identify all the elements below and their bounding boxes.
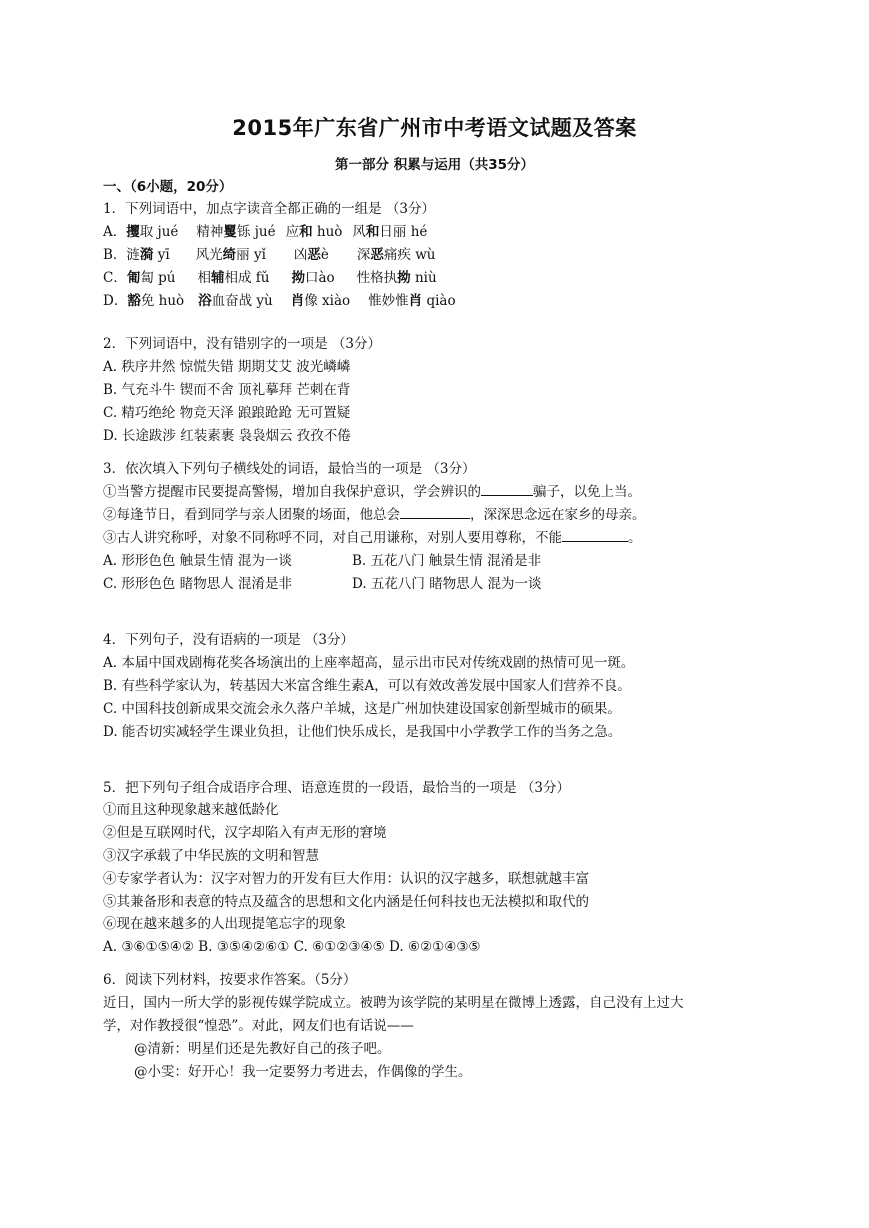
q2-option-a: A. 秩序井然 惊慌失错 期期艾艾 波光嶙嶙 [103, 359, 351, 375]
q3-option-d: D. 五花八门 睹物思人 混为一谈 [352, 576, 542, 592]
q2-option-d: D. 长途跋涉 红装素裹 袅袅烟云 孜孜不倦 [103, 428, 351, 444]
q4-option-c: C. 中国科技创新成果交流会永久落户羊城，这是广州加快建设国家创新型城市的硕果。 [103, 701, 621, 717]
q6-comment-2: @小雯：好开心！我一定要努力考进去，作偶像的学生。 [134, 1064, 472, 1080]
q1-option-a: A．攫取 jué 精神矍铄 jué 应和 huò 风和日丽 hé [103, 224, 428, 240]
q4-option-d: D. 能否切实减轻学生课业负担，让他们快乐成长，是我国中小学教学工作的当务之急。 [103, 724, 622, 740]
q5-options: A. ③⑥①⑤④② B. ③⑤④②⑥① C. ⑥①②③④⑤ D. ⑥②①④③⑤ [103, 939, 481, 955]
q6-stem: 6．阅读下列材料，按要求作答案。（5分） [103, 972, 357, 988]
q5-stem: 5．把下列句子组合成语序合理、语意连贯的一段语，最恰当的一项是 （3分） [103, 780, 570, 796]
part-heading: 第一部分 积累与运用（共35分） [335, 157, 534, 173]
page-title: 2015年广东省广州市中考语文试题及答案 [232, 116, 637, 140]
q6-comment-1: @清新：明星们还是先教好自己的孩子吧。 [134, 1041, 391, 1057]
q2-option-c: C. 精巧绝纶 物竞天泽 踉踉跄跄 无可置疑 [103, 405, 351, 421]
fill-blank [481, 483, 533, 496]
q5-item-4: ④专家学者认为：汉字对智力的开发有巨大作用：认识的汉字越多，联想就越丰富 [103, 871, 589, 887]
fill-blank [562, 529, 628, 542]
q5-item-3: ③汉字承载了中华民族的文明和智慧 [103, 848, 319, 864]
fill-blank [400, 506, 470, 519]
q4-option-a: A. 本届中国戏剧梅花奖各场演出的上座率超高，显示出市民对传统戏剧的热情可见一斑。 [103, 655, 635, 671]
q2-stem: 2．下列词语中，没有错别字的一项是 （3分） [103, 336, 381, 352]
q3-option-c: C. 形形色色 睹物思人 混淆是非 [103, 576, 293, 592]
q1-option-b: B．涟漪 yī 风光绮丽 yǐ 凶恶è 深恶痛疾 wù [103, 247, 436, 263]
q5-item-6: ⑥现在越来越多的人出现提笔忘字的现象 [103, 916, 346, 932]
q3-sentence-1: ①当警方提醒市民要提高警惕，增加自我保护意识，学会辨识的 骗子，以免上当。 [103, 484, 641, 500]
q5-item-5: ⑤其兼备形和表意的特点及蕴含的思想和文化内涵是任何科技也无法模拟和取代的 [103, 894, 589, 910]
q3-option-a: A. 形形色色 触景生情 混为一谈 [103, 553, 292, 569]
q1-option-d: D．豁免 huò 浴血奋战 yù 肖像 xiào 惟妙惟肖 qiào [103, 293, 456, 309]
q3-sentence-3: ③古人讲究称呼，对象不同称呼不同，对自己用谦称，对别人要用尊称，不能 。 [103, 530, 642, 546]
q3-stem: 3．依次填入下列句子横线处的词语，最恰当的一项是 （3分） [103, 461, 476, 477]
q2-option-b: B. 气充斗牛 锲而不舍 顶礼摹拜 芒刺在背 [103, 382, 351, 398]
q5-item-1: ①而且这种现象越来越低龄化 [103, 802, 279, 818]
q3-option-b: B. 五花八门 触景生情 混淆是非 [352, 553, 542, 569]
q4-option-b: B. 有些科学家认为，转基因大米富含维生素A，可以有效改善发展中国家人们营养不良。 [103, 678, 631, 694]
section-heading: 一、（6小题，20分） [103, 179, 233, 195]
q3-sentence-2: ②每逢节日，看到同学与亲人团聚的场面，他总会 ，深深思念远在家乡的母亲。 [103, 507, 646, 523]
q6-paragraph-line-2: 学，对作教授很“惶恐”。对此，网友们也有话说—— [103, 1018, 414, 1034]
q6-paragraph-line-1: 近日，国内一所大学的影视传媒学院成立。被聘为该学院的某明星在微博上透露，自己没有上过大 [103, 995, 684, 1011]
q1-stem: 1．下列词语中，加点字读音全都正确的一组是 （3分） [103, 201, 435, 217]
q1-option-c: C．匍匐 pú 相辅相成 fǔ 拗口ào 性格执拗 niù [103, 270, 437, 286]
q4-stem: 4．下列句子，没有语病的一项是 （3分） [103, 632, 354, 648]
q5-item-2: ②但是互联网时代，汉字却陷入有声无形的窘境 [103, 825, 387, 841]
